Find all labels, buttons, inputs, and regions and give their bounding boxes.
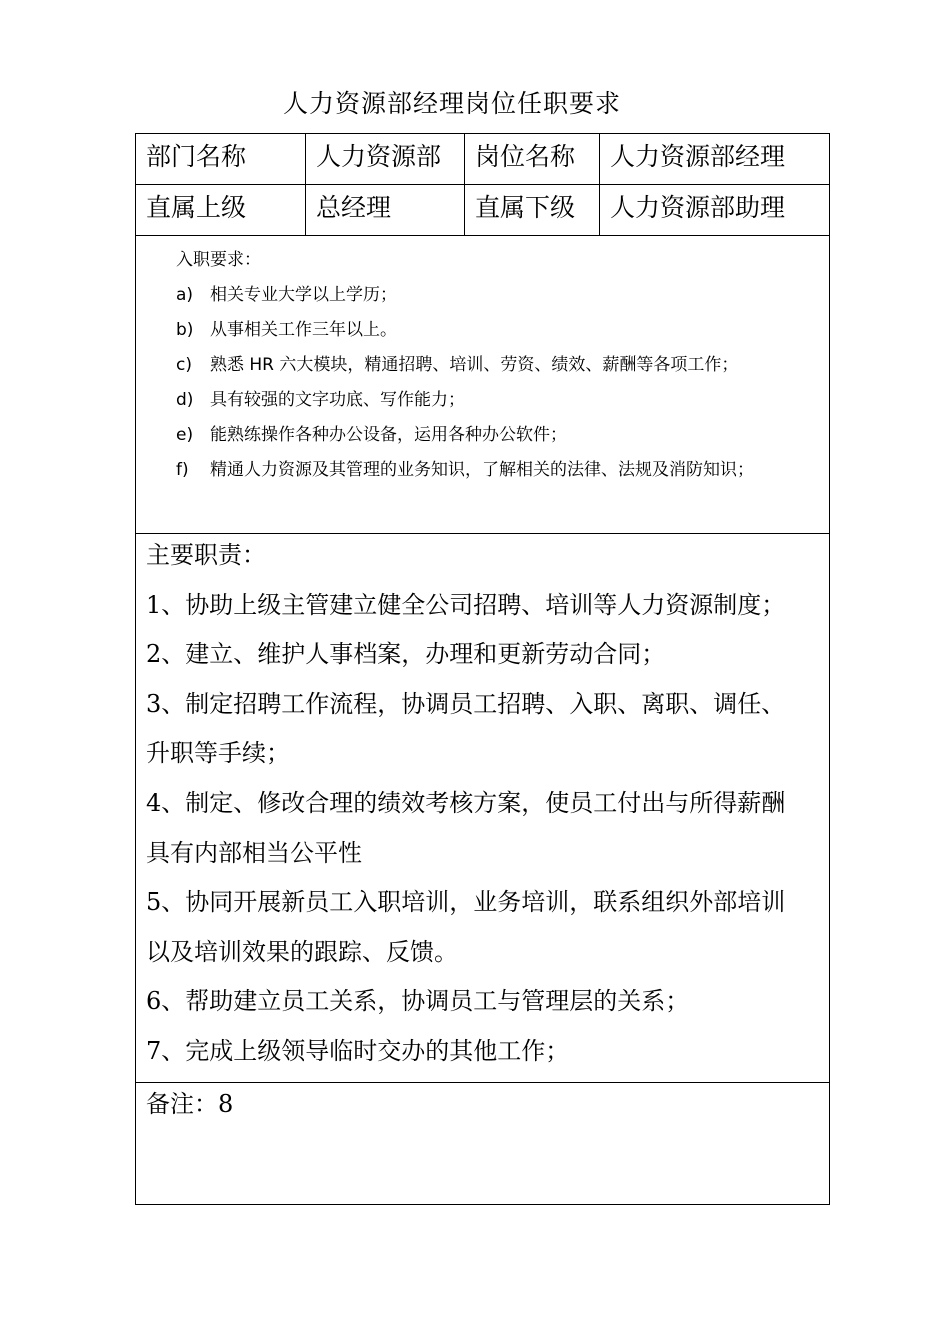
superior-value: 总经理 (306, 185, 465, 235)
document-title: 人力资源部经理岗位任职要求 (282, 89, 621, 118)
list-item-text: 相关专业大学以上学历； (210, 285, 397, 305)
list-item-marker: a) (176, 285, 194, 305)
list-item (176, 348, 754, 383)
header-row-department (136, 134, 829, 185)
notes-row (136, 1083, 829, 1204)
requirements-row (136, 236, 829, 534)
duty-line: 升职等手续； (146, 739, 290, 768)
list-item-text: 从事相关工作三年以上。 (210, 320, 397, 340)
list-item-text: 精通人力资源及其管理的业务知识，了解相关的法律、法规及消防知识； (210, 460, 754, 480)
job-requirements-table (135, 133, 830, 1205)
duty-line: 具有内部相当公平性 (146, 838, 362, 867)
list-item-text: 能熟练操作各种办公设备，运用各种办公软件； (210, 425, 567, 445)
duty-line: 1、协助上级主管建立健全公司招聘、培训等人力资源制度； (146, 590, 786, 619)
list-item-marker: d) (176, 390, 194, 410)
list-item-text: 具有较强的文字功底、写作能力； (210, 390, 465, 410)
duties-row (136, 534, 829, 1083)
list-item (176, 278, 754, 313)
duty-line: 3、制定招聘工作流程，协调员工招聘、入职、离职、调任、 (146, 689, 786, 718)
subordinate-value: 人力资源部助理 (610, 193, 786, 222)
list-item (176, 383, 754, 418)
superior-label: 直属上级 (136, 185, 306, 235)
list-item (176, 313, 754, 348)
header-row-reporting (136, 185, 829, 236)
duty-line: 以及培训效果的跟踪、反馈。 (146, 937, 458, 966)
list-item (176, 453, 754, 488)
subordinate-label: 直属下级 (465, 185, 600, 235)
duties-section (136, 534, 791, 1082)
duty-line: 2、建立、维护人事档案，办理和更新劳动合同； (146, 640, 666, 669)
duty-line: 7、完成上级领导临时交办的其他工作； (146, 1036, 570, 1065)
list-item-text: 熟悉 HR 六大模块，精通招聘、培训、劳资、绩效、薪酬等各项工作； (210, 355, 739, 375)
notes-text: 备注：8 (146, 1090, 234, 1118)
position-label: 岗位名称 (465, 134, 600, 184)
duty-line: 5、协同开展新员工入职培训，业务培训，联系组织外部培训 (146, 888, 786, 917)
duty-line: 4、制定、修改合理的绩效考核方案，使员工付出与所得薪酬 (146, 788, 786, 817)
notes-section (136, 1083, 233, 1204)
requirements-section (136, 236, 754, 533)
dept-value: 人力资源部 (306, 134, 465, 184)
duties-title: 主要职责： (146, 541, 266, 569)
dept-label: 部门名称 (136, 134, 306, 184)
requirements-title: 入职要求： (176, 250, 261, 270)
list-item (176, 418, 754, 453)
list-item-marker: e) (176, 425, 194, 445)
list-item-marker: c) (176, 355, 192, 375)
position-value: 人力资源部经理 (610, 142, 786, 171)
list-item-marker: f) (176, 460, 189, 480)
list-item-marker: b) (176, 320, 194, 340)
duty-line: 6、帮助建立员工关系，协调员工与管理层的关系； (146, 987, 690, 1016)
